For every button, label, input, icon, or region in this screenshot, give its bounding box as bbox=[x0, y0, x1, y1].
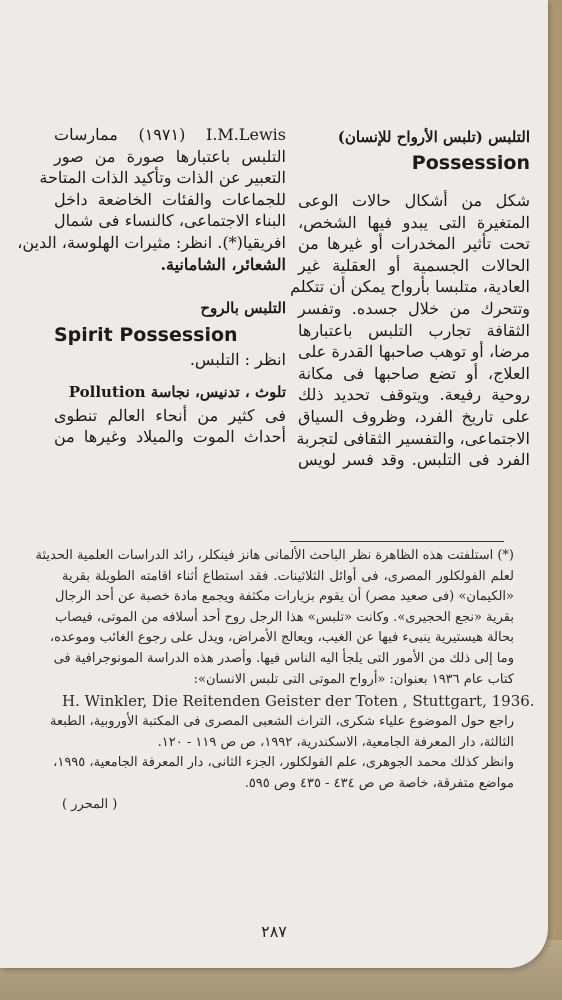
footnote-line: لعلم الفولكلور المصرى، فى أوائل الثلاثينات. فقد استطاع أثناء اقامته الطويلة بقرية bbox=[62, 568, 514, 584]
entry-heading: تلوث ، تدنيس، نجاسة Pollution bbox=[68, 382, 286, 401]
entry-heading-english: Spirit Possession bbox=[54, 324, 238, 347]
entry-heading-arabic: التلبس (تلبس الأرواح للإنسان) bbox=[337, 128, 530, 146]
footnote-line: بحالة هيستيرية ينبىء فيها عن الغيب، ويعالج الأمراض، ويدل على رجوع الغائب وموعده، bbox=[49, 630, 514, 646]
body-line: I.M.Lewis (١٩٧١) ممارسات bbox=[54, 125, 287, 144]
footnote-line: الثالثة، دار المعرفة الجامعية، الاسكندرية، ١٩٩٢، ص ص ١١٩ - ١٢٠. bbox=[157, 734, 514, 750]
footnote-rule bbox=[290, 541, 504, 542]
footnote-line: كتاب عام ١٩٣٦ بعنوان: «أرواح الموتى التى تلبس الانسان»: bbox=[193, 671, 514, 687]
body-line: افريقيا(*). انظر: مثيرات الهلوسة، الدين، bbox=[17, 232, 286, 252]
body-line: مرضا، أو توهب صاحبها القدرة على bbox=[298, 342, 530, 362]
body-line: وتتحرك من خلال جسده. وتفسر bbox=[298, 298, 530, 318]
body-line: شكل من أشكال حالات الوعى bbox=[298, 191, 530, 210]
body-line: العادية، متلبسا بأرواح يمكن أن تتكلم bbox=[290, 277, 530, 297]
body-line: التلبس باعتبارها صورة من صور bbox=[54, 146, 286, 166]
footnote-line: راجع حول الموضوع علياء شكرى، التراث الشعبى المصرى فى المكتبة الأوروبية، الطبعة bbox=[49, 714, 514, 730]
entry-heading-arabic: التلبس بالروح bbox=[200, 299, 286, 318]
footnote bbox=[35, 546, 535, 815]
body-line: التعبير عن الذات وتأكيد الذات المتاحة bbox=[39, 168, 286, 188]
footnote-editor: ( المحرر ) bbox=[62, 796, 118, 812]
footnote-line: بقرية «نجع الحجيرى». وكانت «تلبس» هذا الرجل روح أحد أسلافه من الموتى، فيصاب bbox=[55, 609, 514, 625]
body-line: الثقافة تجارب التلبس باعتبارها bbox=[298, 320, 530, 340]
footnote-line: وانظر كذلك محمد الجوهرى، علم الفولكلور، الجزء الثانى، دار المعرفة الجامعية، ١٩٩٥، bbox=[53, 755, 514, 771]
body-line: الشعائر، الشامانية. bbox=[160, 254, 286, 274]
body-line: الاجتماعى، والتفسير الثقافى لتجربة bbox=[296, 428, 530, 448]
body-line: البناء الاجتماعى، كالنساء فى شمال bbox=[54, 211, 286, 231]
left-column bbox=[17, 124, 287, 448]
body-line: العلاج، أو تضع صاحبها فى مكانة bbox=[298, 363, 530, 383]
body-line: تحت تأثير المخدرات أو غيرها من bbox=[298, 234, 530, 254]
see-reference: انظر : التلبس. bbox=[189, 350, 286, 370]
entry-heading-english: Possession bbox=[411, 152, 530, 174]
body-line: أحداث الموت والميلاد وغيرها من bbox=[54, 427, 286, 447]
footnote-line: (*) استلفتت هذه الظاهرة نظر الباحث الألمانى هانز فينكلر، رائد الدراسات العلمية الحديثة bbox=[35, 548, 514, 563]
body-line: للجماعات والفئات الخاضعة داخل bbox=[54, 189, 286, 209]
body-line: المتغيرة التى يبدو فيها الشخص، bbox=[298, 212, 530, 232]
footnote-citation: H. Winkler, Die Reitenden Geister der Toten , Stuttgart, 1936. bbox=[62, 692, 535, 711]
right-column bbox=[290, 124, 530, 471]
footnote-line: «الكيمان» (فى صعيد مصر) أن يقوم بزيارات مكثفة ويجمع مادة خصبة عن أحد الرجال bbox=[55, 589, 514, 605]
footnote-line: وما إلى ذلك من الأمور التى يلجأ اليه الناس فيها. وأصدر هذه الدراسة المونوجرافية فى bbox=[53, 650, 514, 666]
footnote-line: مواضع متفرقة، خاصة ص ص ٤٣٤ - ٤٣٥ وص ٥٩٥. bbox=[244, 775, 514, 791]
body-line: الحالات الجسمية أو العقلية غير bbox=[298, 255, 530, 275]
body-line: فى كثير من أنحاء العالم تنطوى bbox=[54, 405, 286, 425]
body-line: على تاريخ الفرد، وظروف السياق bbox=[298, 406, 530, 426]
body-line: الفرد فى التلبس. وقد فسر لويس bbox=[298, 450, 530, 470]
body-line: روحية رفيعة. ويتوقف تحديد ذلك bbox=[298, 385, 530, 405]
page-number: ٢٨٧ bbox=[261, 922, 287, 941]
